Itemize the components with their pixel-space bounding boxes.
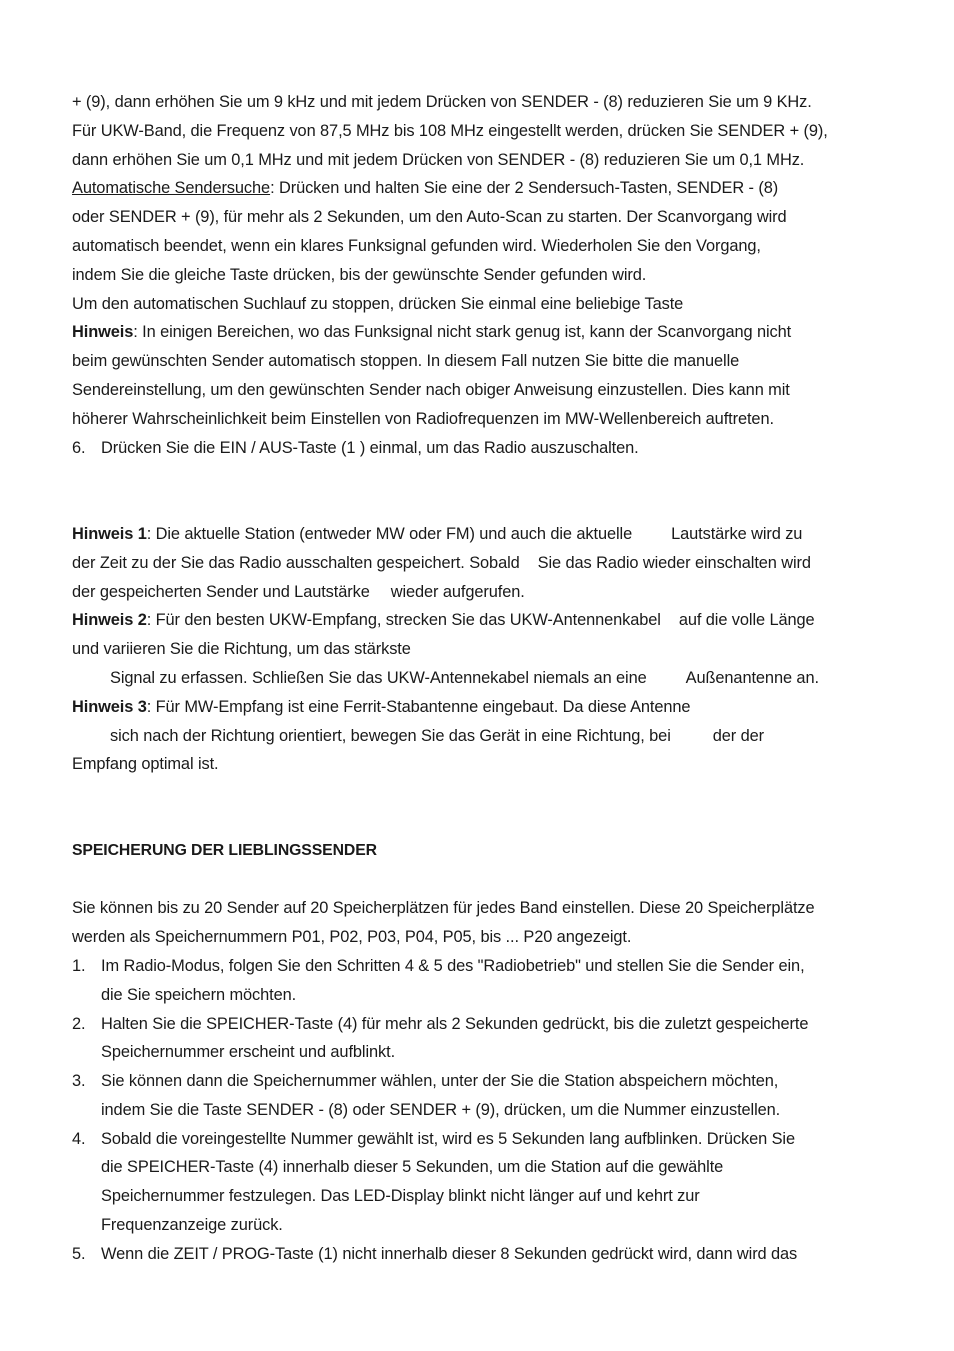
text-span: : Für den besten UKW-Empfang, strecken Sie das UKW-Antennenkabel xyxy=(146,611,661,630)
hinweis-2-label: Hinweis 2 xyxy=(72,611,147,630)
text-span: der gespeicherten Sender und Lautstärke xyxy=(72,582,370,601)
paragraph-autoscan xyxy=(72,174,892,318)
text-line xyxy=(72,693,892,722)
text-line xyxy=(72,549,892,578)
text-span: : Drücken und halten Sie eine der 2 Sendersuch-Tasten, SENDER - (8) xyxy=(270,179,779,198)
autoscan-label: Automatische Sendersuche xyxy=(72,179,271,198)
text-line xyxy=(72,174,892,203)
spacer xyxy=(72,462,892,520)
list-number: 1. xyxy=(72,956,86,975)
text-line: + (9), dann erhöhen Sie um 9 kHz und mit jedem Drücken von SENDER - (8) reduzieren Sie um 9 KHz. xyxy=(72,93,812,111)
text-span: der Zeit zu der Sie das Radio ausschalten gespeichert. Sobald xyxy=(72,553,520,572)
text-span: : Für MW-Empfang ist eine Ferrit-Stabantenne eingebaut. Da diese Antenne xyxy=(146,697,691,716)
section-heading: SPEICHERUNG DER LIEBLINGSSENDER xyxy=(72,841,377,859)
text-span: auf die volle Länge xyxy=(678,611,815,630)
text-span: : In einigen Bereichen, wo das Funksignal nicht stark genug ist, kann der Scanvorgang nicht xyxy=(133,323,792,342)
list-number: 3. xyxy=(72,1072,86,1091)
list-number: 4. xyxy=(72,1129,86,1148)
text-line xyxy=(72,520,892,549)
text-line: Im Radio-Modus, folgen Sie den Schritten 4 & 5 des "Radiobetrieb" und stellen Sie die Sender ein, xyxy=(101,956,805,975)
text-line xyxy=(72,318,892,347)
hinweis-label: Hinweis xyxy=(72,323,134,342)
text-line: Sie können bis zu 20 Sender auf 20 Speicherplätzen für jedes Band einstellen. Diese 20 Speicherplätze xyxy=(72,899,815,918)
paragraph-hinweis-2 xyxy=(72,606,892,692)
spacer xyxy=(72,866,892,895)
text-line: dann erhöhen Sie um 0,1 MHz und mit jedem Drücken von SENDER - (8) reduzieren Sie um 0,1 MHz. xyxy=(72,150,805,169)
text-line: Wenn die ZEIT / PROG-Taste (1) nicht innerhalb dieser 8 Sekunden gedrückt wird, dann wird das xyxy=(101,1244,798,1263)
text-line: Um den automatischen Suchlauf zu stoppen, drücken Sie einmal eine beliebige Taste xyxy=(72,294,684,313)
text-line xyxy=(72,722,892,751)
text-span: Lautstärke wird zu xyxy=(671,524,803,543)
paragraph-frequency xyxy=(72,88,892,174)
hinweis-1-label: Hinweis 1 xyxy=(72,524,147,543)
text-line: die SPEICHER-Taste (4) innerhalb dieser 5 Sekunden, um die Station auf die gewählte xyxy=(101,1158,724,1177)
text-line xyxy=(72,578,892,607)
paragraph-hinweis-3 xyxy=(72,693,892,779)
text-line: höherer Wahrscheinlichkeit beim Einstellen von Radiofrequenzen im MW-Wellenbereich auftreten. xyxy=(72,409,774,428)
text-span: Signal zu erfassen. Schließen Sie das UKW-Antennekabel niemals an eine xyxy=(110,668,647,687)
list-item xyxy=(72,1125,892,1240)
text-line xyxy=(72,664,892,693)
text-span: : Die aktuelle Station (entweder MW oder FM) und auch die aktuelle xyxy=(146,524,633,543)
text-line: werden als Speichernummern P01, P02, P03, P04, P05, bis ... P20 angezeigt. xyxy=(72,928,632,947)
list-number: 5. xyxy=(72,1244,86,1263)
list-item xyxy=(72,1067,892,1125)
list-number: 2. xyxy=(72,1014,86,1033)
list-text: Drücken Sie die EIN / AUS-Taste (1 ) einmal, um das Radio auszuschalten. xyxy=(101,438,639,457)
text-span: sich nach der Richtung orientiert, bewegen Sie das Gerät in eine Richtung, bei xyxy=(110,726,671,745)
steps-list xyxy=(72,952,892,1269)
hinweis-3-label: Hinweis 3 xyxy=(72,697,147,716)
paragraph-hinweis xyxy=(72,318,892,433)
text-span: Außenantenne an. xyxy=(685,668,819,687)
text-line: Sobald die voreingestellte Nummer gewählt ist, wird es 5 Sekunden lang aufblinken. Drücken Sie xyxy=(101,1129,795,1148)
paragraph-hinweis-1 xyxy=(72,520,892,606)
text-line: automatisch beendet, wenn ein klares Funksignal gefunden wird. Wiederholen Sie den Vorgang, xyxy=(72,236,761,255)
text-line: Sendereinstellung, um den gewünschten Sender nach obiger Anweisung einzustellen. Dies kann mit xyxy=(72,380,790,399)
text-line: Speichernummer festzulegen. Das LED-Display blinkt nicht länger auf und kehrt zur xyxy=(101,1187,700,1206)
list-item xyxy=(72,1240,892,1269)
paragraph-intro xyxy=(72,894,892,952)
text-line: Speichernummer erscheint und aufblinkt. xyxy=(101,1043,396,1062)
list-item xyxy=(72,952,892,1010)
text-span: Sie das Radio wieder einschalten wird xyxy=(537,553,811,572)
text-line: Für UKW-Band, die Frequenz von 87,5 MHz bis 108 MHz eingestellt werden, drücken Sie SENDER + (9), xyxy=(72,121,828,140)
document-page xyxy=(72,88,892,1269)
text-line: Sie können dann die Speichernummer wählen, unter der Sie die Station abspeichern möchten, xyxy=(101,1072,779,1091)
text-span: wieder aufgerufen. xyxy=(390,582,525,601)
list-item xyxy=(72,1010,892,1068)
list-item-step6 xyxy=(72,434,892,463)
spacer xyxy=(72,779,892,837)
text-line: beim gewünschten Sender automatisch stoppen. In diesem Fall nutzen Sie bitte die manuelle xyxy=(72,352,740,371)
text-line: oder SENDER + (9), für mehr als 2 Sekunden, um den Auto-Scan zu starten. Der Scanvorgang wird xyxy=(72,208,787,227)
text-line: indem Sie die gleiche Taste drücken, bis der gewünschte Sender gefunden wird. xyxy=(72,265,647,284)
text-line: und variieren Sie die Richtung, um das stärkste xyxy=(72,640,411,659)
text-line xyxy=(72,606,892,635)
text-line: Frequenzanzeige zurück. xyxy=(101,1216,283,1235)
text-line: indem Sie die Taste SENDER - (8) oder SENDER + (9), drücken, um die Nummer einzustellen. xyxy=(101,1100,781,1119)
text-span: der der xyxy=(712,726,764,745)
text-line: Halten Sie die SPEICHER-Taste (4) für mehr als 2 Sekunden gedrückt, bis die zuletzt gespeicherte xyxy=(101,1014,809,1033)
list-number: 6. xyxy=(72,438,86,457)
text-line: die Sie speichern möchten. xyxy=(101,985,297,1004)
text-line: Empfang optimal ist. xyxy=(72,755,219,774)
